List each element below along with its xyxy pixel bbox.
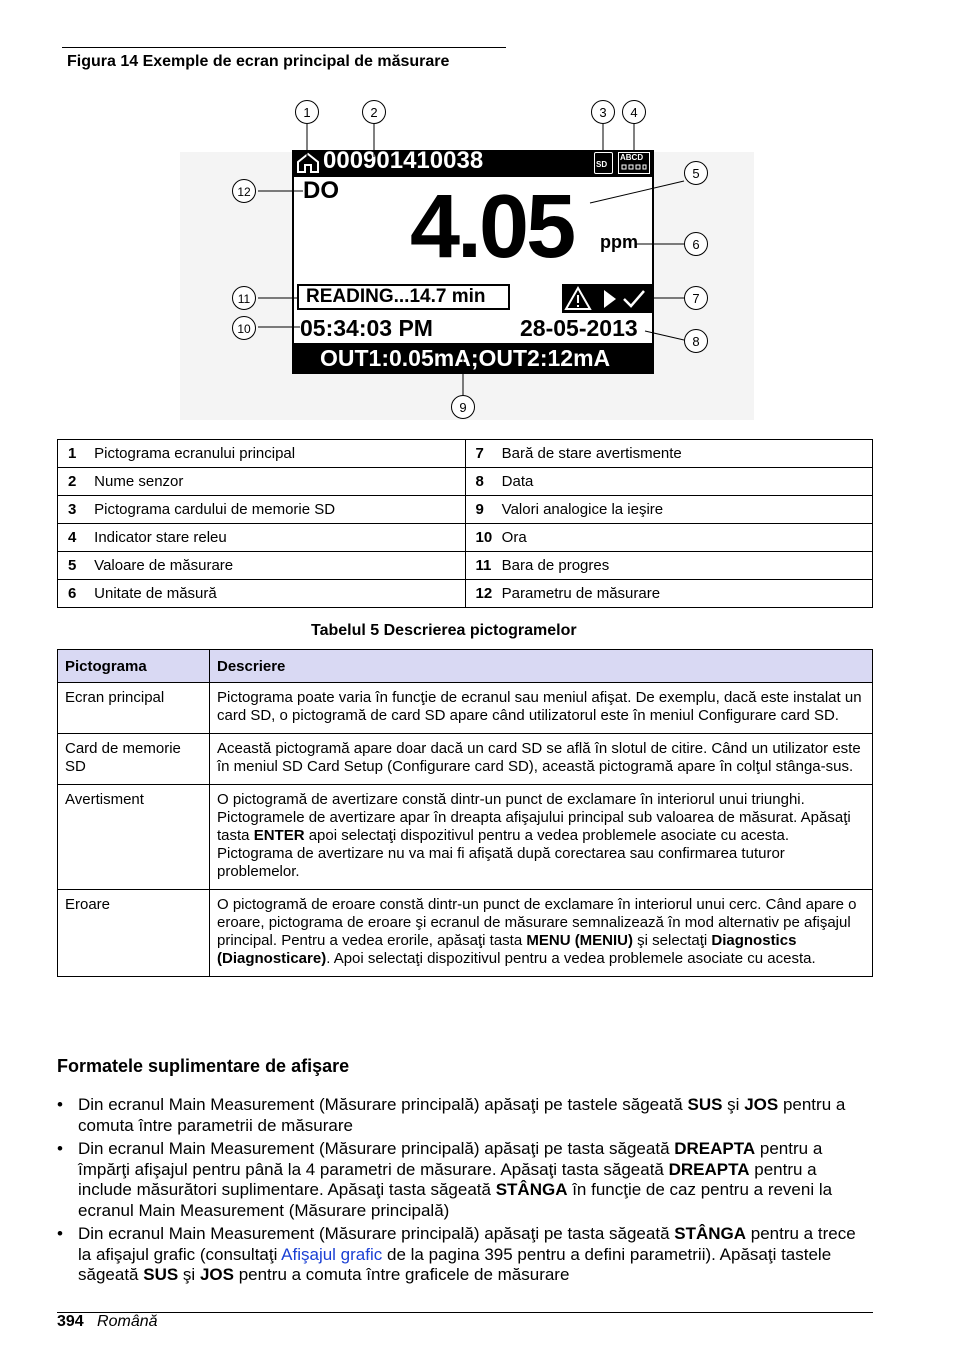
section-heading: Formatele suplimentare de afişare <box>57 1056 350 1076</box>
graphic-display-link[interactable]: Afişajul grafic <box>281 1244 383 1264</box>
callout-6: 6 <box>684 232 708 256</box>
page-footer <box>57 1313 158 1331</box>
table-row <box>58 734 873 785</box>
header-pictograma: Pictograma <box>58 650 210 683</box>
analog-outputs: OUT1:0.05mA;OUT2:12mA <box>320 345 611 371</box>
header-descriere: Descriere <box>210 650 873 683</box>
callout-10: 10 <box>232 316 256 340</box>
table-row <box>58 785 873 890</box>
legend-cell: 10 Ora <box>465 524 873 552</box>
table-row <box>58 552 873 580</box>
top-rule <box>62 47 506 48</box>
row-description: Pictograma poate varia în funcţie de ecranul sau meniul afişat. De exemplu, dacă este instalat un card SD, o pictogramă de card SD apare când utilizatorul este în meniul Configurare card SD. <box>210 683 873 734</box>
footer-rule <box>57 1312 873 1313</box>
legend-cell: 12 Parametru de măsurare <box>465 580 873 608</box>
callout-9: 9 <box>451 395 475 419</box>
table5-caption: Tabelul 5 Descrierea pictogramelor <box>311 622 577 639</box>
table-row <box>58 683 873 734</box>
legend-cell: 4 Indicator stare releu <box>58 524 466 552</box>
measurement-value: 4.05 <box>410 177 574 277</box>
callout-4: 4 <box>622 100 646 124</box>
list-item: • Din ecranul Main Measurement (Măsurare principală) apăsaţi pe tasta săgeată DREAPTA pentru a împărţi afişajul pentru până la 4 parametri de măsurare. Apăsaţi tasta săgeată DREAPTA pentru a include măsurători suplimentare. Apăsaţi tasta săgeată STÂNGA în funcţie de caz pentru a reveni la ecranul Main Measurement (Măsurare principală) <box>57 1139 833 1220</box>
list-item: • Din ecranul Main Measurement (Măsurare principală) apăsaţi pe tasta săgeată STÂNGA pentru a trece la afişajul grafic (consultaţi Afişajul grafic de la pagina 395 pentru a defini parametrii). Apăsaţi tastele săgeată SUS şi JOS pentru a comuta între graficele de măsurare <box>57 1224 856 1284</box>
relay-icon-label: ABCD <box>620 153 644 162</box>
legend-cell: 5 Valoare de măsurare <box>58 552 466 580</box>
progress-bar: READING...14.7 min <box>297 284 510 310</box>
table-row <box>58 524 873 552</box>
legend-cell: 6 Unitate de măsură <box>58 580 466 608</box>
callout-lines <box>180 95 754 420</box>
legend-cell: 9 Valori analogice la ieşire <box>465 496 873 524</box>
callout-5: 5 <box>684 161 708 185</box>
legend-cell: 2 Nume senzor <box>58 468 466 496</box>
table-row <box>58 496 873 524</box>
page-number: 394 <box>57 1313 84 1330</box>
legend-cell: 3 Pictograma cardului de memorie SD <box>58 496 466 524</box>
row-description: O pictogramă de avertizare constă dintr-un punct de exclamare în interiorul unui triunghi. Pictogramele de avertizare apar în dreapta afişajului principal sub valoarea de măsurat. Apăsaţi tasta ENTER apoi selectaţi dispozitivul pentru a vedea problemele asociate cu acesta. Pictograma de avertizare nu va mai fi afişată după corectarea sau confirmarea tuturor problemelor. <box>210 785 873 890</box>
legend-cell: 7 Bară de stare avertismente <box>465 440 873 468</box>
date-display: 28-05-2013 <box>520 315 638 341</box>
callout-11: 11 <box>232 286 256 310</box>
sd-icon-label: SD <box>596 160 608 169</box>
measurement-unit: ppm <box>600 232 638 252</box>
legend-table <box>57 439 873 608</box>
row-icon-name: Ecran principal <box>58 683 210 734</box>
table-row <box>58 890 873 977</box>
callout-3: 3 <box>591 100 615 124</box>
row-icon-name: Eroare <box>58 890 210 977</box>
row-icon-name: Card de memorie SD <box>58 734 210 785</box>
time-display: 05:34:03 PM <box>300 315 433 341</box>
table-row <box>58 440 873 468</box>
table-header-row <box>58 650 873 683</box>
callout-7: 7 <box>684 286 708 310</box>
sensor-name: 000901410038 <box>323 147 484 174</box>
legend-cell: 8 Data <box>465 468 873 496</box>
callout-1: 1 <box>295 100 319 124</box>
display-figure <box>180 95 754 420</box>
table-row <box>58 580 873 608</box>
table-row <box>58 468 873 496</box>
footer-language: Română <box>97 1313 158 1330</box>
row-description: Această pictogramă apare doar dacă un card SD se află în slotul de citire. Când un utilizator este în meniul SD Card Setup (Configurare card SD), această pictogramă apare în colţul stânga-sus. <box>210 734 873 785</box>
row-icon-name: Avertisment <box>58 785 210 890</box>
measurement-parameter: DO <box>303 177 339 204</box>
legend-cell: 11 Bara de progres <box>465 552 873 580</box>
row-description: O pictogramă de eroare constă dintr-un punct de exclamare în interiorul unui cerc. Când apare o eroare, pictograma de eroare şi ecranul de măsurare semnalizează în mod alternativ pe afişajul principal. Pentru a vedea erorile, apăsaţi tasta MENU (MENIU) şi selectaţi Diagnostics (Diagnosticare). Apoi selectaţi dispozitivul pentru a vedea problemele asociate cu acesta. <box>210 890 873 977</box>
legend-cell: 1 Pictograma ecranului principal <box>58 440 466 468</box>
callout-8: 8 <box>684 329 708 353</box>
list-item: • Din ecranul Main Measurement (Măsurare principală) apăsaţi pe tastele săgeată SUS şi JOS pentru a comuta între parametrii de măsurare <box>57 1095 846 1135</box>
callout-12: 12 <box>232 179 256 203</box>
icon-description-table <box>57 649 873 977</box>
figure-caption: Figura 14 Exemple de ecran principal de măsurare <box>67 53 450 70</box>
callout-2: 2 <box>362 100 386 124</box>
